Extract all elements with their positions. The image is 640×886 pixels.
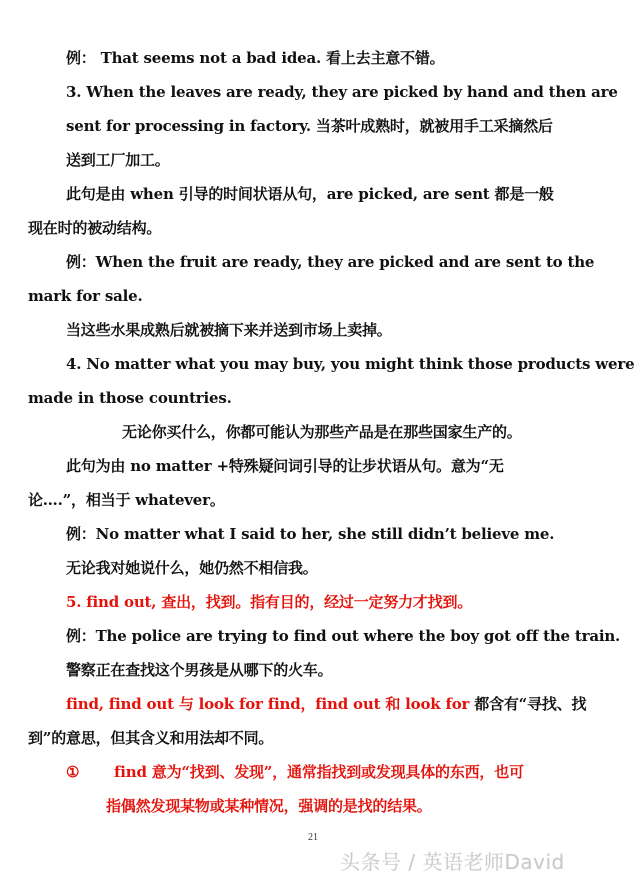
sentence-3-translation-end: 送到工厂加工。	[66, 151, 170, 169]
sentence-3-line: 3. When the leaves are ready, they are picked by hand and then are	[66, 83, 618, 101]
comparison-text: 都含有“寻找、找	[474, 695, 587, 713]
sentence-3-continued: sent for processing in factory. 当茶叶成熟时，就被用手工采摘然后	[66, 117, 553, 135]
explanation-line: 此句是由 when 引导的时间状语从句，are picked, are sent 都是一般	[66, 185, 554, 203]
heading-find-out: 5. find out, 查出，找到。指有目的，经过一定努力才找到。	[66, 593, 473, 611]
example-translation: 当这些水果成熟后就被摘下来并送到市场上卖掉。	[66, 321, 392, 339]
watermark: 头条号 / 英语老师David	[340, 850, 565, 874]
explanation-continued: 论….”，相当于 whatever。	[28, 491, 225, 509]
example-line: 例：No matter what I said to her, she still didn’t believe me.	[66, 525, 555, 543]
example-translation: 无论我对她说什么，她仍然不相信我。	[66, 559, 318, 577]
sentence-4-translation: 无论你买什么，你都可能认为那些产品是在那些国家生产的。	[122, 423, 522, 441]
sentence-4-line: 4. No matter what you may buy, you might think those products were	[66, 355, 635, 373]
page-number: 21	[308, 832, 318, 843]
find-definition-continued: 指偶然发现某物或某种情况，强调的是找的结果。	[106, 797, 432, 815]
comparison-terms: find, find out 与 look for find，find out 和 look for	[66, 695, 470, 713]
example-continued: mark for sale.	[28, 287, 143, 305]
example-line: 例：The police are trying to find out where the boy got off the train.	[66, 627, 621, 645]
comparison-continued: 到”的意思，但其含义和用法却不同。	[28, 729, 274, 747]
example-line: 例：When the fruit are ready, they are picked and are sent to the	[66, 253, 595, 271]
find-definition-line: find 意为“找到、发现”，通常指找到或发现具体的东西，也可	[114, 763, 524, 781]
explanation-line: 此句为由 no matter +特殊疑问词引导的让步状语从句。意为“无	[66, 457, 504, 475]
example-translation: 警察正在查找这个男孩是从哪下的火车。	[66, 661, 333, 679]
explanation-continued: 现在时的被动结构。	[28, 219, 162, 237]
list-marker-1: ①	[66, 763, 80, 781]
comparison-line	[66, 694, 586, 714]
sentence-4-continued: made in those countries.	[28, 389, 232, 407]
example-line: 例： That seems not a bad idea. 看上去主意不错。	[66, 49, 445, 67]
